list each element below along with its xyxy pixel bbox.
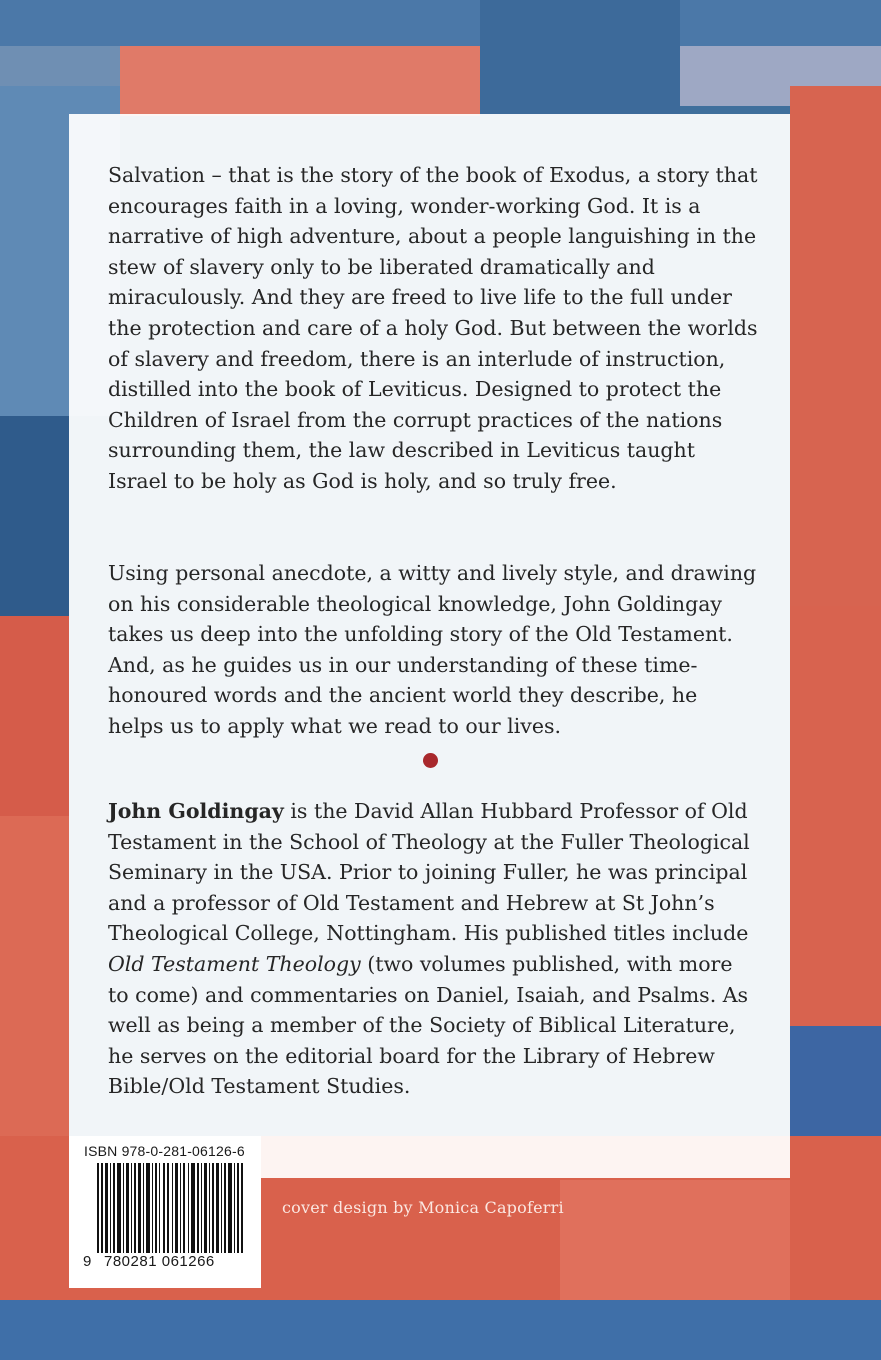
isbn-label: ISBN 978-0-281-06126-6 [84, 1143, 245, 1159]
barcode-first-digit: 9 [83, 1253, 92, 1270]
book-title: Old Testament Theology [108, 951, 361, 976]
barcode-digits [83, 1253, 255, 1270]
background-block [480, 0, 680, 116]
author-name: John Goldingay [108, 799, 284, 823]
barcode-box [69, 1136, 261, 1288]
background-block [0, 1300, 881, 1360]
background-block [0, 416, 69, 616]
blurb-paragraph-2: Using personal anecdote, a witty and lively style, and drawing on his considerable theological knowledge, John Goldingay takes us deep into the unfolding story of the Old Testament. And, as he guides us in our understanding of these time-honoured words and the ancient world they describe, he helps us to apply what we read to our lives. [108, 561, 757, 738]
background-block [0, 816, 69, 1136]
author-bio-text-2: (two volumes published, with more to come) and commentaries on Daniel, Isaiah, and Psalms. As well as being a member of the Society of Biblical Literature, he serves on the editorial board for the Library of Hebrew Bible/Old Testament Studies. [108, 951, 749, 1099]
background-block [120, 46, 480, 116]
author-bio-text-1: is the David Allan Hubbard Professor of Old Testament in the School of Theology at the Fuller Theological Seminary in the USA. Prior to joining Fuller, he was principal and a professor of Old Testament and Hebrew at St John’s Theological College, Nottingham. His published titles include [108, 799, 750, 946]
blurb-paragraph-1: Salvation – that is the story of the book of Exodus, a story that encourages faith in a loving, wonder-working God. It is a narrative of high adventure, about a people languishing in the stew of slavery only to be liberated dramatically and miraculously. And they are freed to live life to the full under the protection and care of a holy God. But between the worlds of slavery and freedom, there is an interlude of instruction, distilled into the book of Leviticus. Designed to protect the Children of Israel from the corrupt practices of the nations surrounding them, the law described in Leviticus taught Israel to be holy as God is holy, and so truly free. [108, 163, 758, 493]
background-block [0, 616, 69, 816]
barcode-number: 780281 061266 [104, 1253, 215, 1270]
background-block [790, 606, 881, 1026]
background-block [790, 86, 881, 606]
divider-dot [423, 753, 438, 768]
background-block [560, 1180, 790, 1300]
background-block [0, 0, 881, 46]
cover-design-credit: cover design by Monica Capoferri [282, 1198, 564, 1217]
author-bio [108, 796, 758, 1102]
